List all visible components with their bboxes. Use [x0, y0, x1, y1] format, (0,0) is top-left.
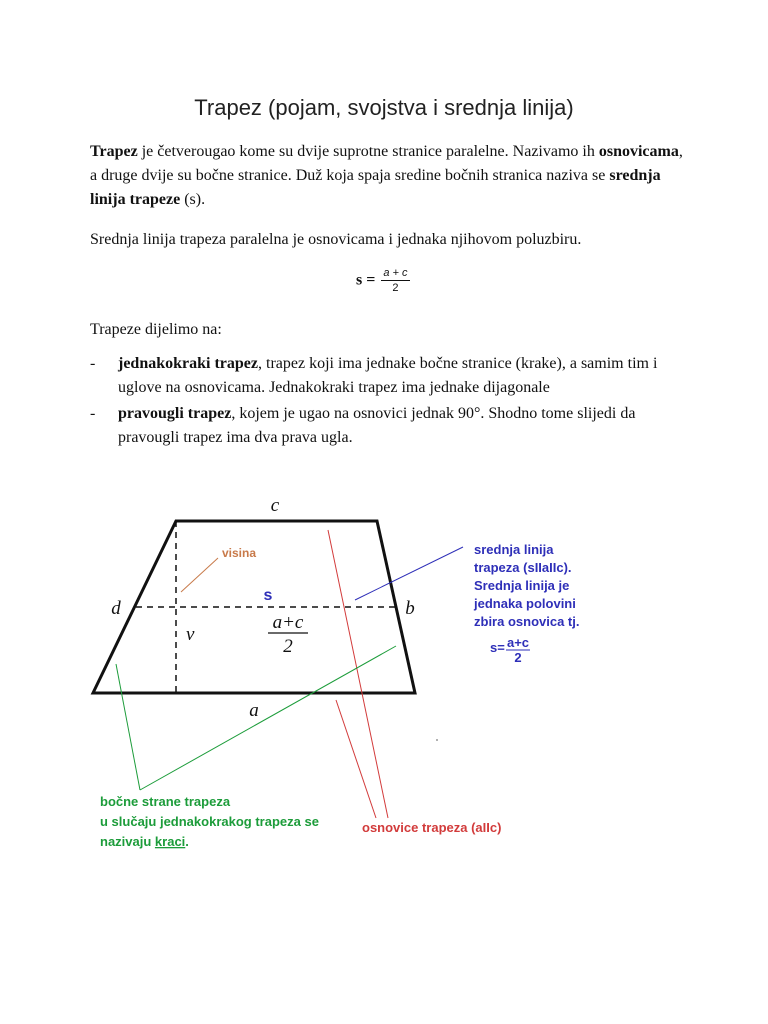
- formula-fraction: [381, 266, 409, 295]
- term-trapez: Trapez: [90, 143, 138, 160]
- formula-denominator: 2: [392, 282, 399, 294]
- blue-note-line: Srednja linija je: [474, 578, 570, 593]
- type-name: pravougli trapez: [118, 405, 232, 422]
- property-paragraph: Srednja linija trapeza paralelna je osnovicama i jednaka njihovom poluzbiru.: [90, 231, 582, 248]
- blue-note-line: trapeza (sIIaIIc).: [474, 560, 572, 575]
- blue-note-line: jednaka polovini: [474, 596, 576, 611]
- type-name: jednakokraki trapez: [118, 355, 258, 372]
- term-osnovice: osnovicama: [598, 143, 679, 160]
- label-a: a: [249, 700, 259, 721]
- visina-label: visina: [222, 546, 257, 560]
- green-note-line: nazivaju kraci.: [100, 834, 189, 849]
- mid-numerator: a+c: [272, 612, 304, 633]
- stray-dot: [436, 739, 438, 741]
- blue-formula-denominator: 2: [514, 650, 522, 665]
- label-v: v: [186, 624, 195, 645]
- formula-numerator: a + c: [383, 267, 408, 279]
- label-d: d: [111, 598, 121, 619]
- divide-intro: Trapeze dijelimo na:: [90, 321, 222, 338]
- red-pointer-c: [328, 530, 388, 818]
- green-note-line: bočne strane trapeza: [100, 794, 231, 809]
- visina-pointer: [181, 558, 218, 592]
- term-srednja-linija: srednja linija trapeze: [90, 167, 661, 208]
- green-pointer-b: [140, 646, 396, 790]
- kraci-term: kraci: [154, 834, 186, 849]
- blue-note-line: zbira osnovica tj.: [474, 614, 580, 629]
- blue-formula-lhs: s=: [490, 640, 505, 655]
- intro-paragraph: Trapez je četverougao kome su dvije suprotne stranice paralelne. Nazivamo ih osnovicama, a druge dvije su bočne stranice. Duž koja spaja sredine bočnih stranica naziva se srednja linija trapeze (s).: [90, 143, 683, 208]
- red-note: osnovice trapeza (aIIc): [362, 820, 502, 835]
- red-pointer-a: [336, 700, 376, 818]
- formula-lhs: s =: [356, 271, 376, 289]
- green-pointer-d: [116, 664, 140, 790]
- blue-pointer: [355, 547, 463, 600]
- midline-formula: [356, 266, 410, 295]
- blue-formula-numerator: a+c: [506, 635, 530, 650]
- trapezoid-diagram: [0, 470, 768, 890]
- blue-note-line: srednja linija: [474, 542, 554, 557]
- label-s: s: [263, 587, 273, 604]
- label-c: c: [270, 495, 280, 516]
- mid-denominator: 2: [283, 636, 293, 657]
- green-note-line: u slučaju jednakokrakog trapeza se: [100, 814, 319, 829]
- label-b: b: [405, 598, 415, 619]
- page-title: Trapez (pojam, svojstva i srednja linija): [194, 95, 574, 120]
